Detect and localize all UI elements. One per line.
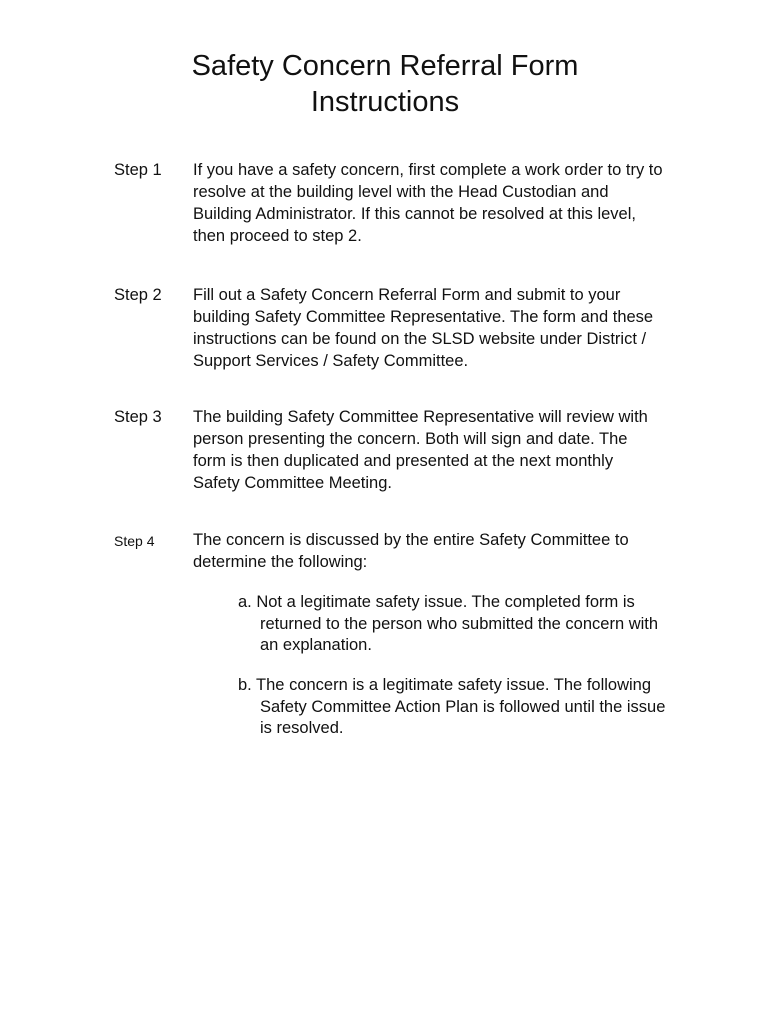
- step-4-text: The concern is discussed by the entire Safety Committee to determine the following:: [193, 531, 629, 571]
- step-2-label: Step 2: [114, 286, 162, 304]
- step-3-label: Step 3: [114, 408, 162, 426]
- page-title: [0, 48, 770, 120]
- sub-item-b: b. The concern is a legitimate safety issue. The following Safety Committee Action Plan is followed until the issue is resolved.: [238, 676, 666, 737]
- title-line-1: Safety Concern Referral Form: [191, 50, 579, 82]
- sub-item-a: a. Not a legitimate safety issue. The completed form is returned to the person who submitted the concern with an explanation.: [238, 593, 659, 654]
- step-4-label: Step 4: [114, 533, 155, 549]
- title-line-2: Instructions: [310, 86, 460, 118]
- step-2-text: Fill out a Safety Concern Referral Form and submit to your building Safety Committee Representative. The form and these instructions can be found on the SLSD website under District / Support Services / Safety Committee.: [193, 286, 654, 370]
- step-1-text: If you have a safety concern, first complete a work order to try to resolve at the building level with the Head Custodian and Building Administrator. If this cannot be resolved at this level, then proceed to step 2.: [193, 161, 663, 245]
- step-3-text: The building Safety Committee Representative will review with person presenting the concern. Both will sign and date. The form is then duplicated and presented at the next monthly Safety Committee Meeting.: [193, 408, 648, 492]
- step-1-label: Step 1: [114, 161, 162, 179]
